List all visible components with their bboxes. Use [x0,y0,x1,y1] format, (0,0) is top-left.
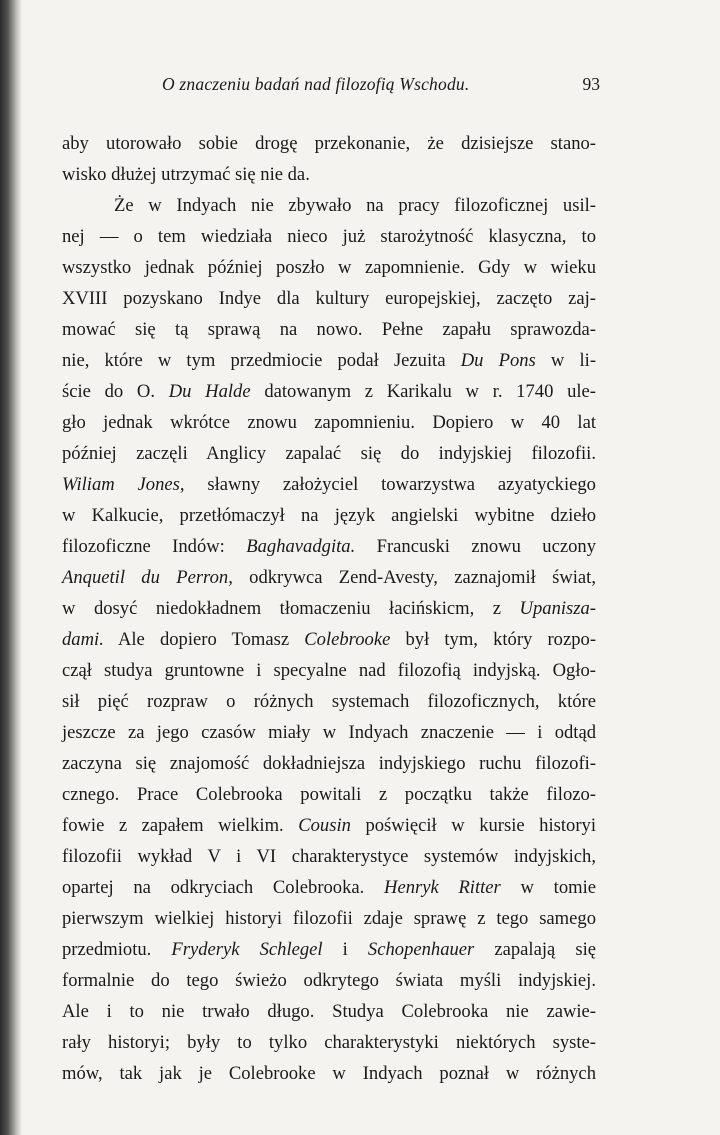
text-segment: sił pięć rozpraw o różnych systemach filozoficznych, które [62,691,596,712]
text-segment: zaczyna się znajomość dokładniejsza indyjskiego ruchu filozofi- [62,753,596,774]
text-segment: był tym, który rozpo- [390,629,597,650]
running-title: O znaczeniu badań nad filozofią Wschodu. [162,74,470,94]
italic-text: Schopenhauer [367,939,475,960]
text-segment: fowie z zapałem wielkim. [62,815,299,836]
text-line [62,686,596,717]
page-header [60,74,600,100]
text-line [62,996,596,1027]
text-line [62,500,596,531]
text-line [62,593,596,624]
text-segment: czął studya gruntowne i specyalne nad filozofią indyjską. Ogło- [62,660,596,681]
text-segment: poświęcił w kursie historyi [350,815,596,836]
text-segment: Ale dopiero Tomasz [103,629,305,650]
text-segment: filozofii wykład V i VI charakterystyce systemów indyjskich, [62,846,596,867]
text-segment: ście do O. [62,381,169,402]
text-segment: w dosyć niedokładnem tłomaczeniu łacińskicm, z [62,598,520,619]
text-segment: jeszcze za jego czasów miały w Indyach znaczenie — i odtąd [62,722,596,743]
text-segment: gło jednak wkrótce znowu zapomnieniu. Dopiero w 40 lat [62,412,596,433]
text-line [62,283,596,314]
text-segment: w Kalkucie, przetłómaczył na język angielski wybitne dzieło [62,505,596,526]
text-segment: cznego. Prace Colebrooka powitali z początku także filozo- [62,784,596,805]
text-segment: przedmiotu. [62,939,172,960]
text-segment: formalnie do tego świeżo odkrytego świata myśli indyjskiej. [62,970,596,991]
text-line [62,841,596,872]
text-line [62,624,596,655]
page-number: 93 [582,74,600,94]
italic-text: Baghavadgita. [246,536,356,557]
text-segment: odkrywca Zend-Avesty, zaznajomił świat, [232,567,596,588]
italic-text: Henryk Ritter [384,877,501,898]
text-segment: sławny założyciel towarzystwa azyatyckiego [184,474,596,495]
text-segment: nej — o tem wiedziała nieco już starożytność klasyczna, to [62,226,596,247]
text-line [62,1027,596,1058]
text-line [62,190,596,221]
text-segment: Że w Indyach nie zbywało na pracy filozoficznej usil- [114,195,596,216]
body-text [62,128,596,1089]
text-line [62,655,596,686]
text-line [62,965,596,996]
text-segment: mów, tak jak je Colebrooke w Indyach poznał w różnych [62,1063,596,1084]
text-line [62,345,596,376]
text-line [62,1058,596,1089]
text-line [62,531,596,562]
text-line [62,221,596,252]
book-spine-shadow [0,0,22,1135]
italic-text: Colebrooke [304,629,391,650]
text-segment: zapalają się [474,939,596,960]
text-segment: Ale i to nie trwało długo. Studya Colebrooka nie zawie- [62,1001,596,1022]
italic-text: Du Halde [168,381,251,402]
text-segment: datowanym z Karikalu w r. 1740 ule- [250,381,596,402]
italic-text: Upanisza- [519,598,596,619]
text-segment: filozoficzne Indów: [62,536,247,557]
text-segment: w tomie [500,877,596,898]
text-segment: wszystko jednak później poszło w zapomnienie. Gdy w wieku [62,257,596,278]
text-segment: pierwszym wielkiej historyi filozofii zdaje sprawę z tego samego [62,908,596,929]
text-segment: XVIII pozyskano Indye dla kultury europejskiej, zaczęto zaj- [62,288,596,309]
italic-text: Fryderyk Schlegel [171,939,323,960]
italic-text: Anquetil du Perron, [62,567,233,588]
text-segment: wisko dłużej utrzymać się nie da. [62,164,310,185]
text-segment: opartej na odkryciach Colebrooka. [62,877,385,898]
text-line [62,438,596,469]
text-line [62,128,596,159]
text-line [62,376,596,407]
text-segment: i [322,939,368,960]
text-line [62,934,596,965]
italic-text: dami. [62,629,104,650]
text-segment: rały historyi; były to tylko charakterystyki niektórych syste- [62,1032,596,1053]
text-line [62,717,596,748]
text-line [62,562,596,593]
text-line [62,748,596,779]
text-line [62,159,596,190]
text-line [62,779,596,810]
text-segment: Francuski znowu uczony [355,536,596,557]
text-segment: w li- [535,350,597,371]
text-line [62,872,596,903]
italic-text: Cousin [298,815,351,836]
text-line [62,314,596,345]
text-line [62,903,596,934]
text-line [62,407,596,438]
italic-text: Wiliam Jones, [62,474,185,495]
text-segment: nie, które w tym przedmiocie podał Jezuita [62,350,461,371]
text-segment: aby utorowało sobie drogę przekonanie, że dzisiejsze stano- [62,133,596,154]
text-segment: mować się tą sprawą na nowo. Pełne zapału sprawozda- [62,319,596,340]
text-line [62,810,596,841]
italic-text: Du Pons [460,350,536,371]
text-line [62,469,596,500]
text-line [62,252,596,283]
text-segment: później zaczęli Anglicy zapalać się do indyjskiej filozofii. [62,443,596,464]
